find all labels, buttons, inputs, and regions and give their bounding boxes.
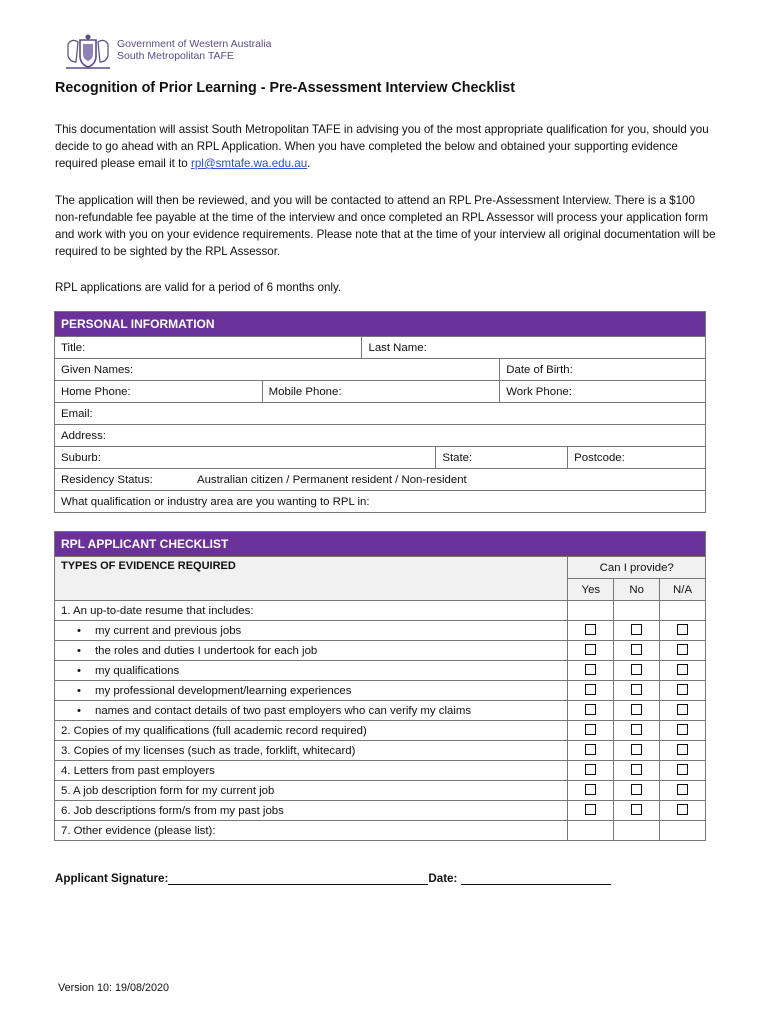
no-checkbox[interactable] [631, 684, 642, 695]
personal-info-table [54, 311, 706, 513]
last-name-field[interactable]: Last Name: [362, 337, 706, 359]
yes-checkbox[interactable] [585, 724, 596, 735]
title-field[interactable]: Title: [55, 337, 362, 359]
checklist-heading: RPL APPLICANT CHECKLIST [55, 532, 706, 557]
na-cell [660, 621, 706, 641]
checklist-row [55, 641, 706, 661]
mobile-phone-field[interactable]: Mobile Phone: [262, 381, 500, 403]
no-cell [614, 801, 660, 821]
evidence-types-header: TYPES OF EVIDENCE REQUIRED [55, 557, 568, 601]
na-checkbox[interactable] [677, 684, 688, 695]
yes-checkbox[interactable] [585, 624, 596, 635]
no-cell [614, 721, 660, 741]
evidence-item: • names and contact details of two past employers who can verify my claims [55, 701, 568, 721]
yes-cell [568, 661, 614, 681]
no-cell [614, 781, 660, 801]
residency-options[interactable]: Australian citizen / Permanent resident / Non-resident [197, 473, 467, 486]
checklist-table [54, 531, 706, 841]
given-names-field[interactable]: Given Names: [55, 359, 500, 381]
yes-checkbox[interactable] [585, 644, 596, 655]
org-line2: South Metropolitan TAFE [117, 50, 234, 62]
yes-cell [568, 681, 614, 701]
version-footer: Version 10: 19/08/2020 [58, 982, 170, 994]
yes-checkbox[interactable] [585, 804, 596, 815]
yes-checkbox[interactable] [585, 744, 596, 755]
no-header: No [614, 579, 660, 601]
na-header: N/A [660, 579, 706, 601]
checklist-row [55, 801, 706, 821]
personal-info-heading: PERSONAL INFORMATION [55, 312, 706, 337]
evidence-item: • my current and previous jobs [55, 621, 568, 641]
evidence-item: • my qualifications [55, 661, 568, 681]
checklist-row [55, 661, 706, 681]
checklist-row [55, 721, 706, 741]
no-cell [614, 741, 660, 761]
yes-cell [568, 801, 614, 821]
na-cell [660, 781, 706, 801]
no-checkbox[interactable] [631, 644, 642, 655]
na-checkbox[interactable] [677, 644, 688, 655]
no-cell [614, 641, 660, 661]
yes-cell [568, 621, 614, 641]
na-checkbox[interactable] [677, 724, 688, 735]
residency-label: Residency Status: [61, 473, 153, 486]
evidence-item: 6. Job descriptions form/s from my past jobs [55, 801, 568, 821]
yes-cell [568, 821, 614, 841]
home-phone-field[interactable]: Home Phone: [55, 381, 263, 403]
evidence-item: • the roles and duties I undertook for each job [55, 641, 568, 661]
yes-cell [568, 721, 614, 741]
na-checkbox[interactable] [677, 744, 688, 755]
na-checkbox[interactable] [677, 664, 688, 675]
yes-cell [568, 601, 614, 621]
na-cell [660, 801, 706, 821]
na-checkbox[interactable] [677, 764, 688, 775]
evidence-item: 1. An up-to-date resume that includes: [55, 601, 568, 621]
work-phone-field[interactable]: Work Phone: [500, 381, 706, 403]
no-checkbox[interactable] [631, 704, 642, 715]
yes-checkbox[interactable] [585, 784, 596, 795]
signature-line[interactable] [168, 884, 428, 885]
intro-end: . [307, 157, 311, 170]
email-link[interactable]: rpl@smtafe.wa.edu.au [190, 157, 308, 170]
no-checkbox[interactable] [631, 744, 642, 755]
yes-cell [568, 741, 614, 761]
checklist-row [55, 821, 706, 841]
no-cell [614, 701, 660, 721]
validity-paragraph: RPL applications are valid for a period of 6 months only. [55, 281, 342, 294]
no-checkbox[interactable] [631, 804, 642, 815]
evidence-item: 4. Letters from past employers [55, 761, 568, 781]
checklist-row [55, 681, 706, 701]
signature-label: Applicant Signature: [55, 872, 169, 885]
address-field[interactable]: Address: [55, 425, 706, 447]
yes-checkbox[interactable] [585, 684, 596, 695]
yes-checkbox[interactable] [585, 704, 596, 715]
no-checkbox[interactable] [631, 624, 642, 635]
date-line[interactable] [461, 884, 611, 885]
email-field[interactable]: Email: [55, 403, 706, 425]
na-checkbox[interactable] [677, 804, 688, 815]
yes-cell [568, 761, 614, 781]
header-logo [62, 34, 294, 74]
checklist-row [55, 761, 706, 781]
na-checkbox[interactable] [677, 784, 688, 795]
org-line1: Government of Western Australia [117, 38, 272, 50]
na-cell [660, 641, 706, 661]
yes-header: Yes [568, 579, 614, 601]
na-cell [660, 741, 706, 761]
checklist-row [55, 601, 706, 621]
signature-block [55, 872, 611, 885]
org-name [117, 38, 271, 62]
evidence-item: 3. Copies of my licenses (such as trade, forklift, whitecard) [55, 741, 568, 761]
process-paragraph: The application will then be reviewed, and you will be contacted to attend an RPL Pre-Assessment Interview. There is a $100 non-refundable fee payable at the time of the interview and once completed an RPL Assessor will process your application form and work with you on your evidence requirements. Please note that at the time of your interview all original documentation will be required to be sighted by the RPL Assessor. [55, 194, 716, 258]
na-cell [660, 701, 706, 721]
state-field[interactable]: State: [436, 447, 568, 469]
yes-cell [568, 781, 614, 801]
checklist-row [55, 621, 706, 641]
intro-paragraph [55, 121, 720, 172]
no-cell [614, 661, 660, 681]
na-checkbox[interactable] [677, 704, 688, 715]
na-cell [660, 721, 706, 741]
intro-text: This documentation will assist South Metropolitan TAFE in advising you of the most appropriate qualification for you, should you decide to go ahead with an RPL Application. When you have completed the below and obtained your supporting evidence required please email it to [55, 123, 709, 170]
no-cell [614, 601, 660, 621]
residency-field[interactable] [55, 469, 706, 491]
checklist-row [55, 701, 706, 721]
no-checkbox[interactable] [631, 664, 642, 675]
yes-checkbox[interactable] [585, 764, 596, 775]
qualification-field[interactable]: What qualification or industry area are you wanting to RPL in: [55, 491, 706, 513]
postcode-field[interactable]: Postcode: [568, 447, 706, 469]
evidence-item: 2. Copies of my qualifications (full academic record required) [55, 721, 568, 741]
na-cell [660, 601, 706, 621]
na-cell [660, 681, 706, 701]
can-provide-header: Can I provide? [568, 557, 706, 579]
no-cell [614, 761, 660, 781]
evidence-item: 5. A job description form for my current job [55, 781, 568, 801]
na-cell [660, 761, 706, 781]
evidence-item: 7. Other evidence (please list): [55, 821, 568, 841]
no-cell [614, 621, 660, 641]
no-checkbox[interactable] [631, 764, 642, 775]
no-cell [614, 681, 660, 701]
page-title: Recognition of Prior Learning - Pre-Assessment Interview Checklist [55, 80, 515, 96]
yes-cell [568, 701, 614, 721]
evidence-item: • my professional development/learning experiences [55, 681, 568, 701]
no-checkbox[interactable] [631, 724, 642, 735]
date-label: Date: [428, 872, 458, 885]
no-checkbox[interactable] [631, 784, 642, 795]
checklist-row [55, 781, 706, 801]
yes-cell [568, 641, 614, 661]
crest-icon [62, 34, 114, 72]
yes-checkbox[interactable] [585, 664, 596, 675]
no-cell [614, 821, 660, 841]
na-cell [660, 821, 706, 841]
na-cell [660, 661, 706, 681]
checklist-row [55, 741, 706, 761]
dob-field[interactable]: Date of Birth: [500, 359, 706, 381]
na-checkbox[interactable] [677, 624, 688, 635]
suburb-field[interactable]: Suburb: [55, 447, 436, 469]
